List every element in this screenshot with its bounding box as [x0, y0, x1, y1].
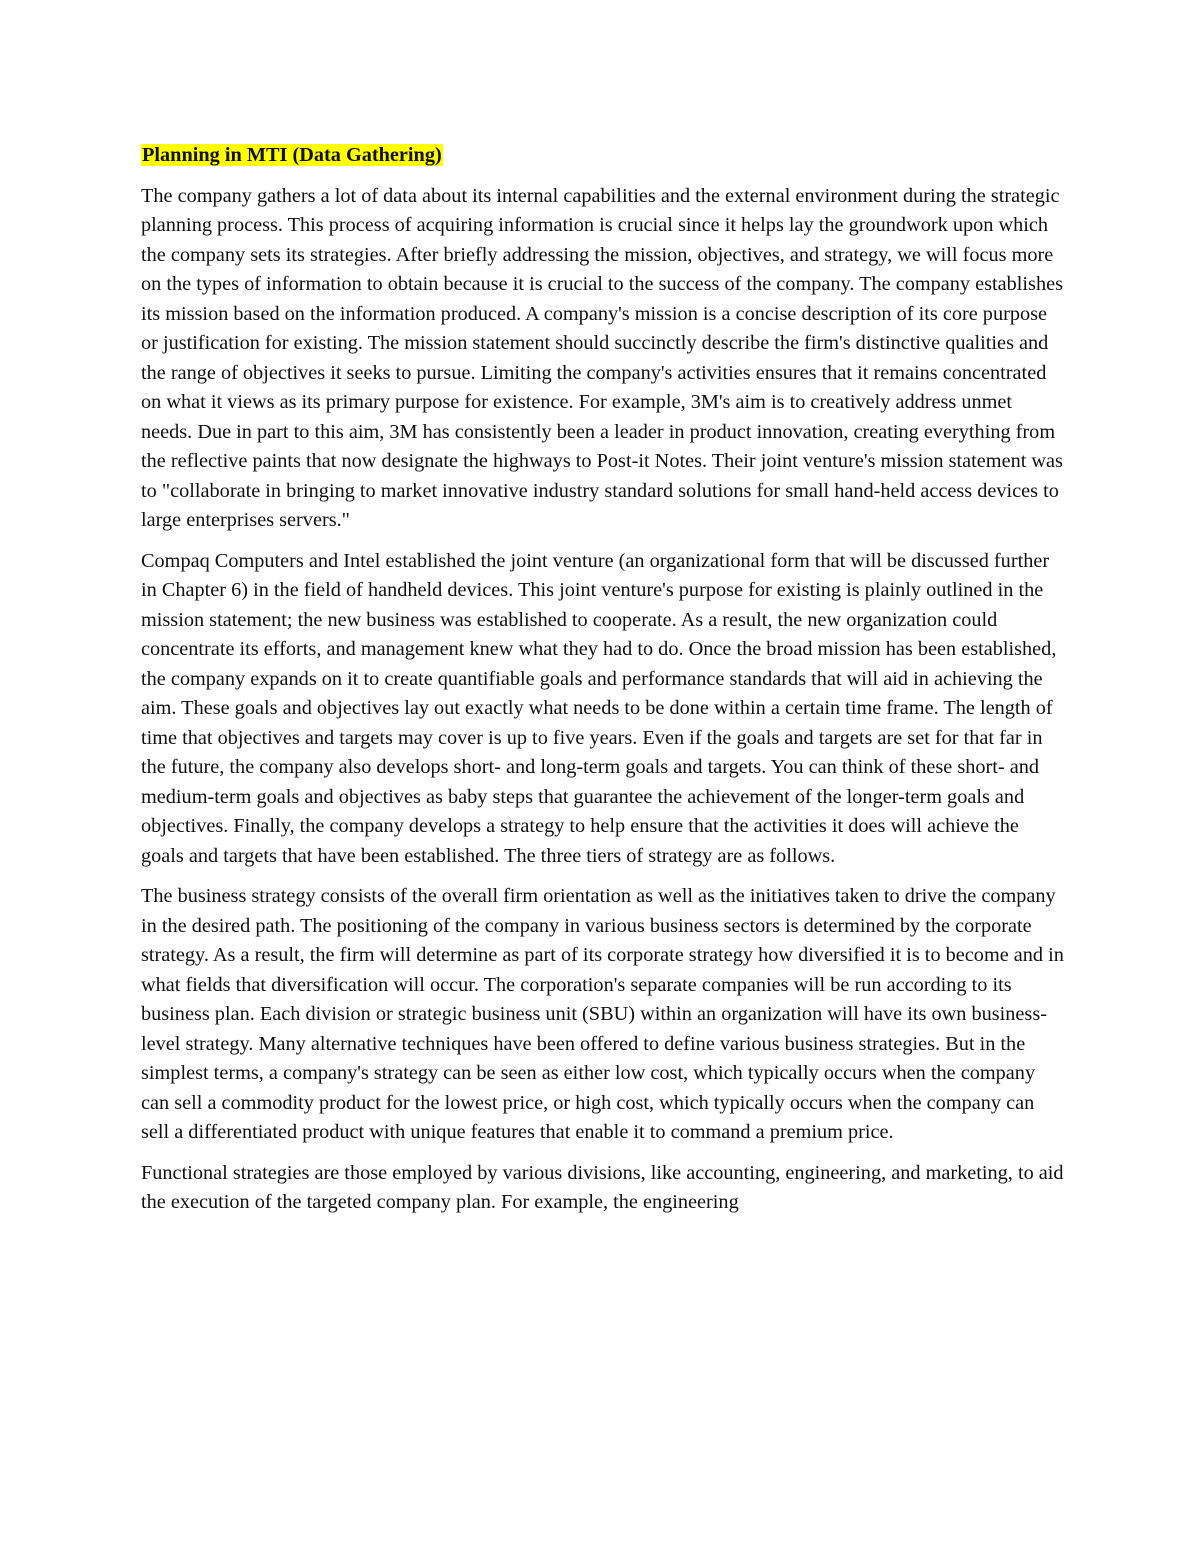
document-body	[141, 141, 1066, 1229]
paragraph-3: The business strategy consists of the overall firm orientation as well as the initiatives taken to drive the company in the desired path. The positioning of the company in various business sectors is determined by the corporate strategy. As a result, the firm will determine as part of its corporate strategy how diversified it is to become and in what fields that diversification will occur. The corporation's separate companies will be run according to its business plan. Each division or strategic business unit (SBU) within an organization will have its own business-level strategy. Many alternative techniques have been offered to define various business strategies. But in the simplest terms, a company's strategy can be seen as either low cost, which typically occurs when the company can sell a commodity product for the lowest price, or high cost, which typically occurs when the company can sell a differentiated product with unique features that enable it to command a premium price.	[141, 885, 1064, 1143]
section-heading	[141, 141, 1066, 171]
highlighted-heading-text: Planning in MTI (Data Gathering)	[142, 144, 442, 166]
paragraph-1: The company gathers a lot of data about its internal capabilities and the external environment during the strategic planning process. This process of acquiring information is crucial since it helps lay the groundwork upon which the company sets its strategies. After briefly addressing the mission, objectives, and strategy, we will focus more on the types of information to obtain because it is crucial to the success of the company. The company establishes its mission based on the information produced. A company's mission is a concise description of its core purpose or justification for existing. The mission statement should succinctly describe the firm's distinctive qualities and the range of objectives it seeks to pursue. Limiting the company's activities ensures that it remains concentrated on what it views as its primary purpose for existence. For example, 3M's aim is to creatively address unmet needs. Due in part to this aim, 3M has consistently been a leader in product innovation, creating everything from the reflective paints that now designate the highways to Post-it Notes. Their joint venture's mission statement was to "collaborate in bringing to market innovative industry standard solutions for small hand-held access devices to large enterprises servers."	[141, 184, 1063, 531]
paragraph-2: Compaq Computers and Intel established the joint venture (an organizational form that will be discussed further in Chapter 6) in the field of handheld devices. This joint venture's purpose for existing is plainly outlined in the mission statement; the new business was established to cooperate. As a result, the new organization could concentrate its efforts, and management knew what they had to do. Once the broad mission has been established, the company expands on it to create quantifiable goals and performance standards that will aid in achieving the aim. These goals and objectives lay out exactly what needs to be done within a certain time frame. The length of time that objectives and targets may cover is up to five years. Even if the goals and targets are set for that far in the future, the company also develops short- and long-term goals and targets. You can think of these short- and medium-term goals and objectives as baby steps that guarantee the achievement of the longer-term goals and objectives. Finally, the company develops a strategy to help ensure that the activities it does will achieve the goals and targets that have been established. The three tiers of strategy are as follows.	[141, 549, 1057, 867]
paragraph-4: Functional strategies are those employed by various divisions, like accounting, engineering, and marketing, to aid the execution of the targeted company plan. For example, the engineering	[141, 1161, 1064, 1213]
